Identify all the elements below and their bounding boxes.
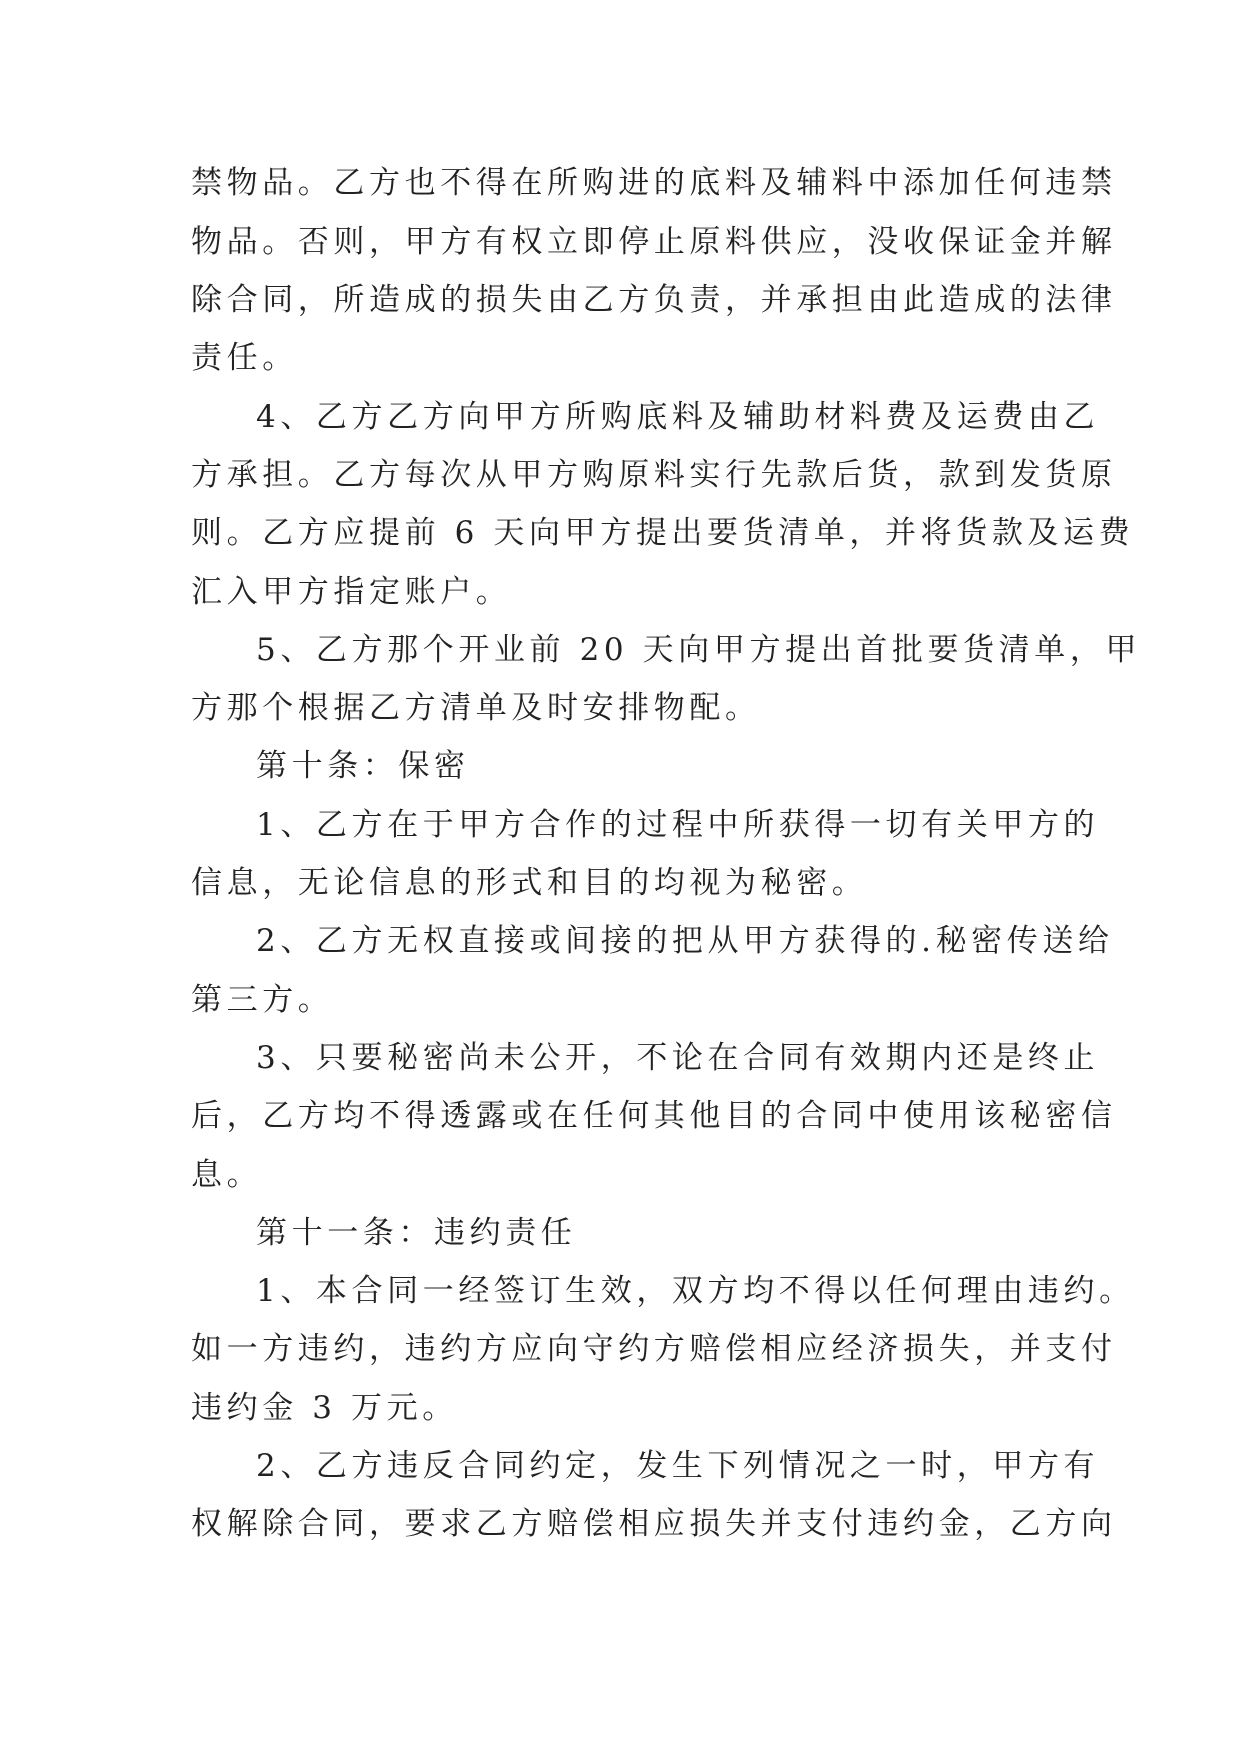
text-line: 汇入甲方指定账户。 [191,574,512,610]
text-line: 1、乙方在于甲方合作的过程中所获得一切有关甲方的 [256,807,1100,843]
text-line: 3、只要秘密尚未公开，不论在合同有效期内还是终止 [256,1040,1100,1076]
text-line: 则。乙方应提前 6 天向甲方提出要货清单，并将货款及运费 [191,515,1135,551]
text-line: 权解除合同，要求乙方赔偿相应损失并支付违约金，乙方向 [191,1506,1117,1542]
text-line: 1、本合同一经签订生效，双方均不得以任何理由违约。 [256,1273,1135,1309]
text-line: 责任。 [191,340,298,376]
text-line: 4、乙方乙方向甲方所购底料及辅助材料费及运费由乙 [256,399,1100,435]
text-line: 如一方违约，违约方应向守约方赔偿相应经济损失，并支付 [191,1331,1117,1367]
section-heading: 第十一条：违约责任 [256,1215,577,1251]
text-line: 禁物品。乙方也不得在所购进的底料及辅料中添加任何违禁 [191,165,1117,201]
text-line: 第三方。 [191,982,334,1018]
text-line: 方承担。乙方每次从甲方购原料实行先款后货，款到发货原 [191,457,1117,493]
text-line: 违约金 3 万元。 [191,1390,458,1426]
text-line: 息。 [191,1157,263,1193]
section-heading: 第十条：保密 [256,748,470,784]
text-line: 信息，无论信息的形式和目的均视为秘密。 [191,865,868,901]
text-line: 方那个根据乙方清单及时安排物配。 [191,690,761,726]
text-line: 除合同，所造成的损失由乙方负责，并承担由此造成的法律 [191,282,1117,318]
text-line: 2、乙方无权直接或间接的把从甲方获得的.秘密传送给 [256,923,1114,959]
text-line: 物品。否则，甲方有权立即停止原料供应，没收保证金并解 [191,224,1117,260]
text-line: 后，乙方均不得透露或在任何其他目的合同中使用该秘密信 [191,1098,1117,1134]
text-line: 5、乙方那个开业前 20 天向甲方提出首批要货清单，甲 [256,632,1142,668]
text-line: 2、乙方违反合同约定，发生下列情况之一时，甲方有 [256,1448,1100,1484]
